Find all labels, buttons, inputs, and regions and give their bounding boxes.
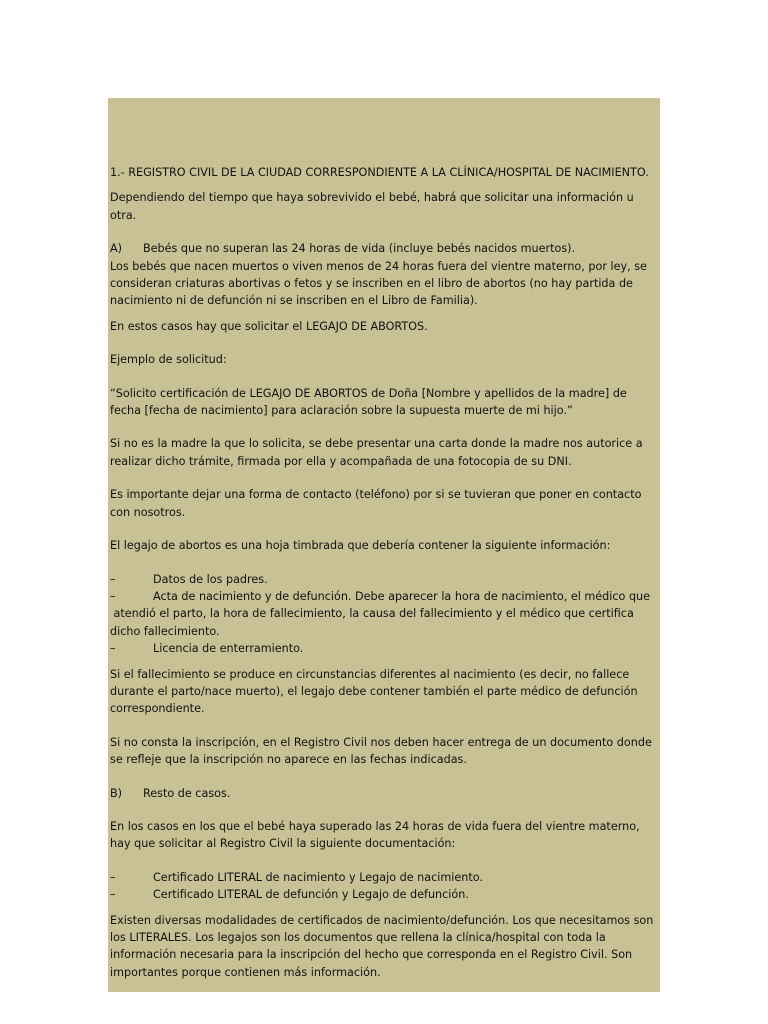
section-b-title-line [110,785,658,802]
text-line: En los casos en los que el bebé haya superado las 24 horas de vida fuera del vientre materno, [110,819,640,833]
paragraph-contacto [110,486,658,521]
paragraph-solicitud [110,385,658,420]
paragraph-hoja-timbrada [110,537,658,554]
section-a [110,240,658,310]
section-heading [110,164,658,181]
dash-marker: – [110,572,116,586]
section-a-title-line [110,240,658,257]
list-item [110,886,658,903]
dash-marker: – [110,888,116,902]
section-b-title: Resto de casos. [143,786,231,800]
list-item-text: Datos de los padres. [153,572,268,586]
text-line: Si el fallecimiento se produce en circunstancias diferentes al nacimiento (es decir, no fallece [110,667,630,681]
dash-marker: – [110,589,116,603]
text-line: Si no consta la inscripción, en el Registro Civil nos deben hacer entrega de un documento donde [110,735,652,749]
list-item-text: Certificado LITERAL de nacimiento y Legajo de nacimiento. [153,870,483,884]
text-line: Ejemplo de solicitud: [110,353,227,367]
paragraph-intro [110,189,658,224]
paragraph-circunstancias [110,666,658,718]
text-line: los LITERALES. Los legajos son los documentos que rellena la clínica/hospital con toda la [110,931,606,944]
text-line: importantes porque contienen más información. [110,965,381,979]
text-line: información necesaria para la inscripción del hecho que corresponda en el Registro Civil. Son [110,948,633,962]
dash-marker: – [110,870,116,884]
document-page [108,98,660,992]
section-a-label: A) [110,242,123,256]
list-item-continuation: atendió el parto, la hora de fallecimiento, la causa del fallecimiento y el médico que certifica [110,607,634,621]
text-line: consideran criaturas abortivas o fetos y se inscriben en el libro de abortos (no hay partida de [110,277,633,291]
dash-marker: – [110,642,116,656]
text-line: otra. [110,208,137,222]
list-item-text: Certificado LITERAL de defunción y Legajo de defunción. [153,888,469,902]
paragraph-modalidades [110,912,658,982]
list-item [110,588,658,605]
list-legajo-info [110,571,658,658]
document-content [110,164,658,992]
text-line: “Solicito certificación de LEGAJO DE ABORTOS de Doña [Nombre y apellidos de la madre] de [110,386,627,400]
text-line: correspondiente. [110,702,205,716]
text-line: realizar dicho trámite, firmada por ella y acompañada de una fotocopia de su DNI. [110,454,572,468]
list-item-text: Licencia de enterramiento. [153,642,304,656]
heading-text: 1.- REGISTRO CIVIL DE LA CIUDAD CORRESPONDIENTE A LA CLÍNICA/HOSPITAL DE NACIMIENTO. [110,166,649,179]
paragraph-resto [110,818,658,853]
section-b-label: B) [110,786,123,800]
list-item-continuation: dicho fallecimiento. [110,624,220,638]
text-line: Es importante dejar una forma de contacto (teléfono) por si se tuvieran que poner en contacto [110,488,642,502]
paragraph-ejemplo [110,351,658,368]
section-a-title: Bebés que no superan las 24 horas de vida (incluye bebés nacidos muertos). [143,242,576,256]
paragraph-legajo [110,318,658,335]
text-line: fecha [fecha de nacimiento] para aclaración sobre la supuesta muerte de mi hijo.” [110,404,573,418]
text-line: Si no es la madre la que lo solicita, se debe presentar una carta donde la madre nos autorice a [110,437,643,451]
text-line: Existen diversas modalidades de certificados de nacimiento/defunción. Los que necesitamos son [110,913,654,927]
section-b [110,785,658,802]
text-line: hay que solicitar al Registro Civil la siguiente documentación: [110,837,456,851]
list-item [110,640,658,657]
list-item-text: Acta de nacimiento y de defunción. Debe aparecer la hora de nacimiento, el médico que [153,589,651,603]
text-line: Dependiendo del tiempo que haya sobrevivido el bebé, habrá que solicitar una información u [110,191,634,205]
text-line: En estos casos hay que solicitar el LEGAJO DE ABORTOS. [110,319,428,333]
text-line: Los bebés que nacen muertos o viven menos de 24 horas fuera del vientre materno, por ley, se [110,259,647,273]
text-line: se refleje que la inscripción no aparece en las fechas indicadas. [110,753,467,767]
text-line: con nosotros. [110,505,186,519]
paragraph-inscripcion [110,734,658,769]
list-item [110,869,658,886]
list-item [110,571,658,588]
paragraph-carta [110,435,658,470]
text-line: El legajo de abortos es una hoja timbrada que debería contener la siguiente información: [110,539,611,553]
text-line: nacimiento ni de defunción ni se inscriben en el Libro de Familia). [110,294,478,308]
text-line: durante el parto/nace muerto), el legajo debe contener también el parte médico de defunción [110,684,638,698]
list-certificados [110,869,658,904]
